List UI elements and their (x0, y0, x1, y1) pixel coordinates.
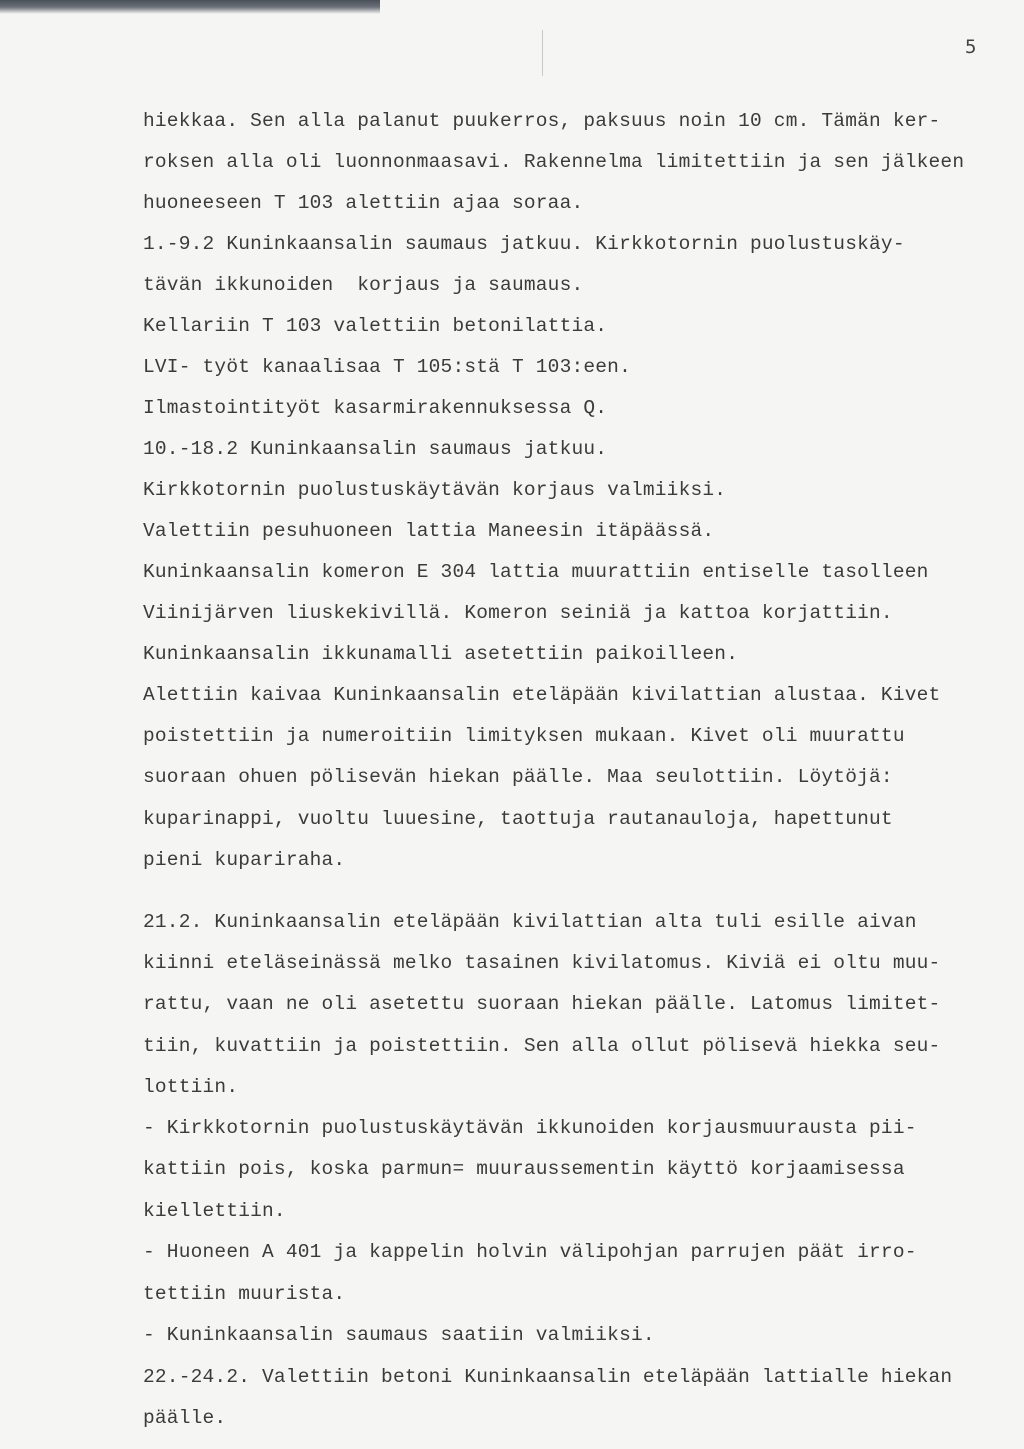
text-line: päälle. (143, 1407, 227, 1429)
text-line: kiinni eteläseinässä melko tasainen kivilatomus. Kiviä ei oltu muu- (143, 952, 941, 974)
text-line: 1.-9.2 Kuninkaansalin saumaus jatkuu. Kirkkotornin puolustuskäy- (143, 233, 905, 255)
text-line: - Huoneen A 401 ja kappelin holvin välipohjan parrujen päät irro- (143, 1241, 917, 1263)
text-line: huoneeseen T 103 alettiin ajaa soraa. (143, 192, 584, 214)
text-line: kattiin pois, koska parmun= muuraussementin käyttö korjaamisessa (143, 1158, 905, 1180)
text-line: lottiin. (143, 1076, 239, 1098)
text-line: roksen alla oli luonnonmaasavi. Rakennelma limitettiin ja sen jälkeen (143, 151, 965, 173)
text-line: poistettiin ja numeroitiin limityksen mukaan. Kivet oli muurattu (143, 725, 905, 747)
text-line: - Kuninkaansalin saumaus saatiin valmiiksi. (143, 1324, 655, 1346)
text-line: Ilmastointityöt kasarmirakennuksessa Q. (143, 397, 608, 419)
text-line: kuparinappi, vuoltu luuesine, taottuja rautanauloja, hapettunut (143, 808, 893, 830)
text-line: LVI- työt kanaalisaa T 105:stä T 103:een. (143, 356, 631, 378)
text-line: pieni kupariraha. (143, 849, 346, 871)
text-line: 22.-24.2. Valettiin betoni Kuninkaansalin eteläpään lattialle hiekan (143, 1366, 953, 1388)
text-line: tettiin muurista. (143, 1283, 346, 1305)
text-line: Kellariin T 103 valettiin betonilattia. (143, 315, 608, 337)
page-number: 5 (965, 36, 977, 58)
text-line: Kuninkaansalin ikkunamalli asetettiin paikoilleen. (143, 643, 739, 665)
text-line: Kuninkaansalin komeron E 304 lattia muurattiin entiselle tasolleen (143, 561, 929, 583)
text-line: 21.2. Kuninkaansalin eteläpään kivilattian alta tuli esille aivan (143, 911, 917, 933)
text-line: tiin, kuvattiin ja poistettiin. Sen alla ollut pölisevä hiekka seu- (143, 1035, 941, 1057)
text-line: tävän ikkunoiden korjaus ja saumaus. (143, 274, 584, 296)
text-line: 10.-18.2 Kuninkaansalin saumaus jatkuu. (143, 438, 608, 460)
text-line: suoraan ohuen pölisevän hiekan päälle. Maa seulottiin. Löytöjä: (143, 766, 893, 788)
scan-shadow (0, 0, 380, 14)
text-line: rattu, vaan ne oli asetettu suoraan hiekan päälle. Latomus limitet- (143, 993, 941, 1015)
text-line: kiellettiin. (143, 1200, 286, 1222)
text-line: hiekkaa. Sen alla palanut puukerros, paksuus noin 10 cm. Tämän ker- (143, 110, 941, 132)
text-line: Valettiin pesuhuoneen lattia Maneesin itäpäässä. (143, 520, 715, 542)
text-line: Viinijärven liuskekivillä. Komeron seiniä ja kattoa korjattiin. (143, 602, 893, 624)
text-line: Alettiin kaivaa Kuninkaansalin eteläpään kivilattian alustaa. Kivet (143, 684, 941, 706)
text-line: Kirkkotornin puolustuskäytävän korjaus valmiiksi. (143, 479, 727, 501)
margin-mark (542, 30, 543, 76)
text-line: - Kirkkotornin puolustuskäytävän ikkunoiden korjausmuurausta pii- (143, 1117, 917, 1139)
